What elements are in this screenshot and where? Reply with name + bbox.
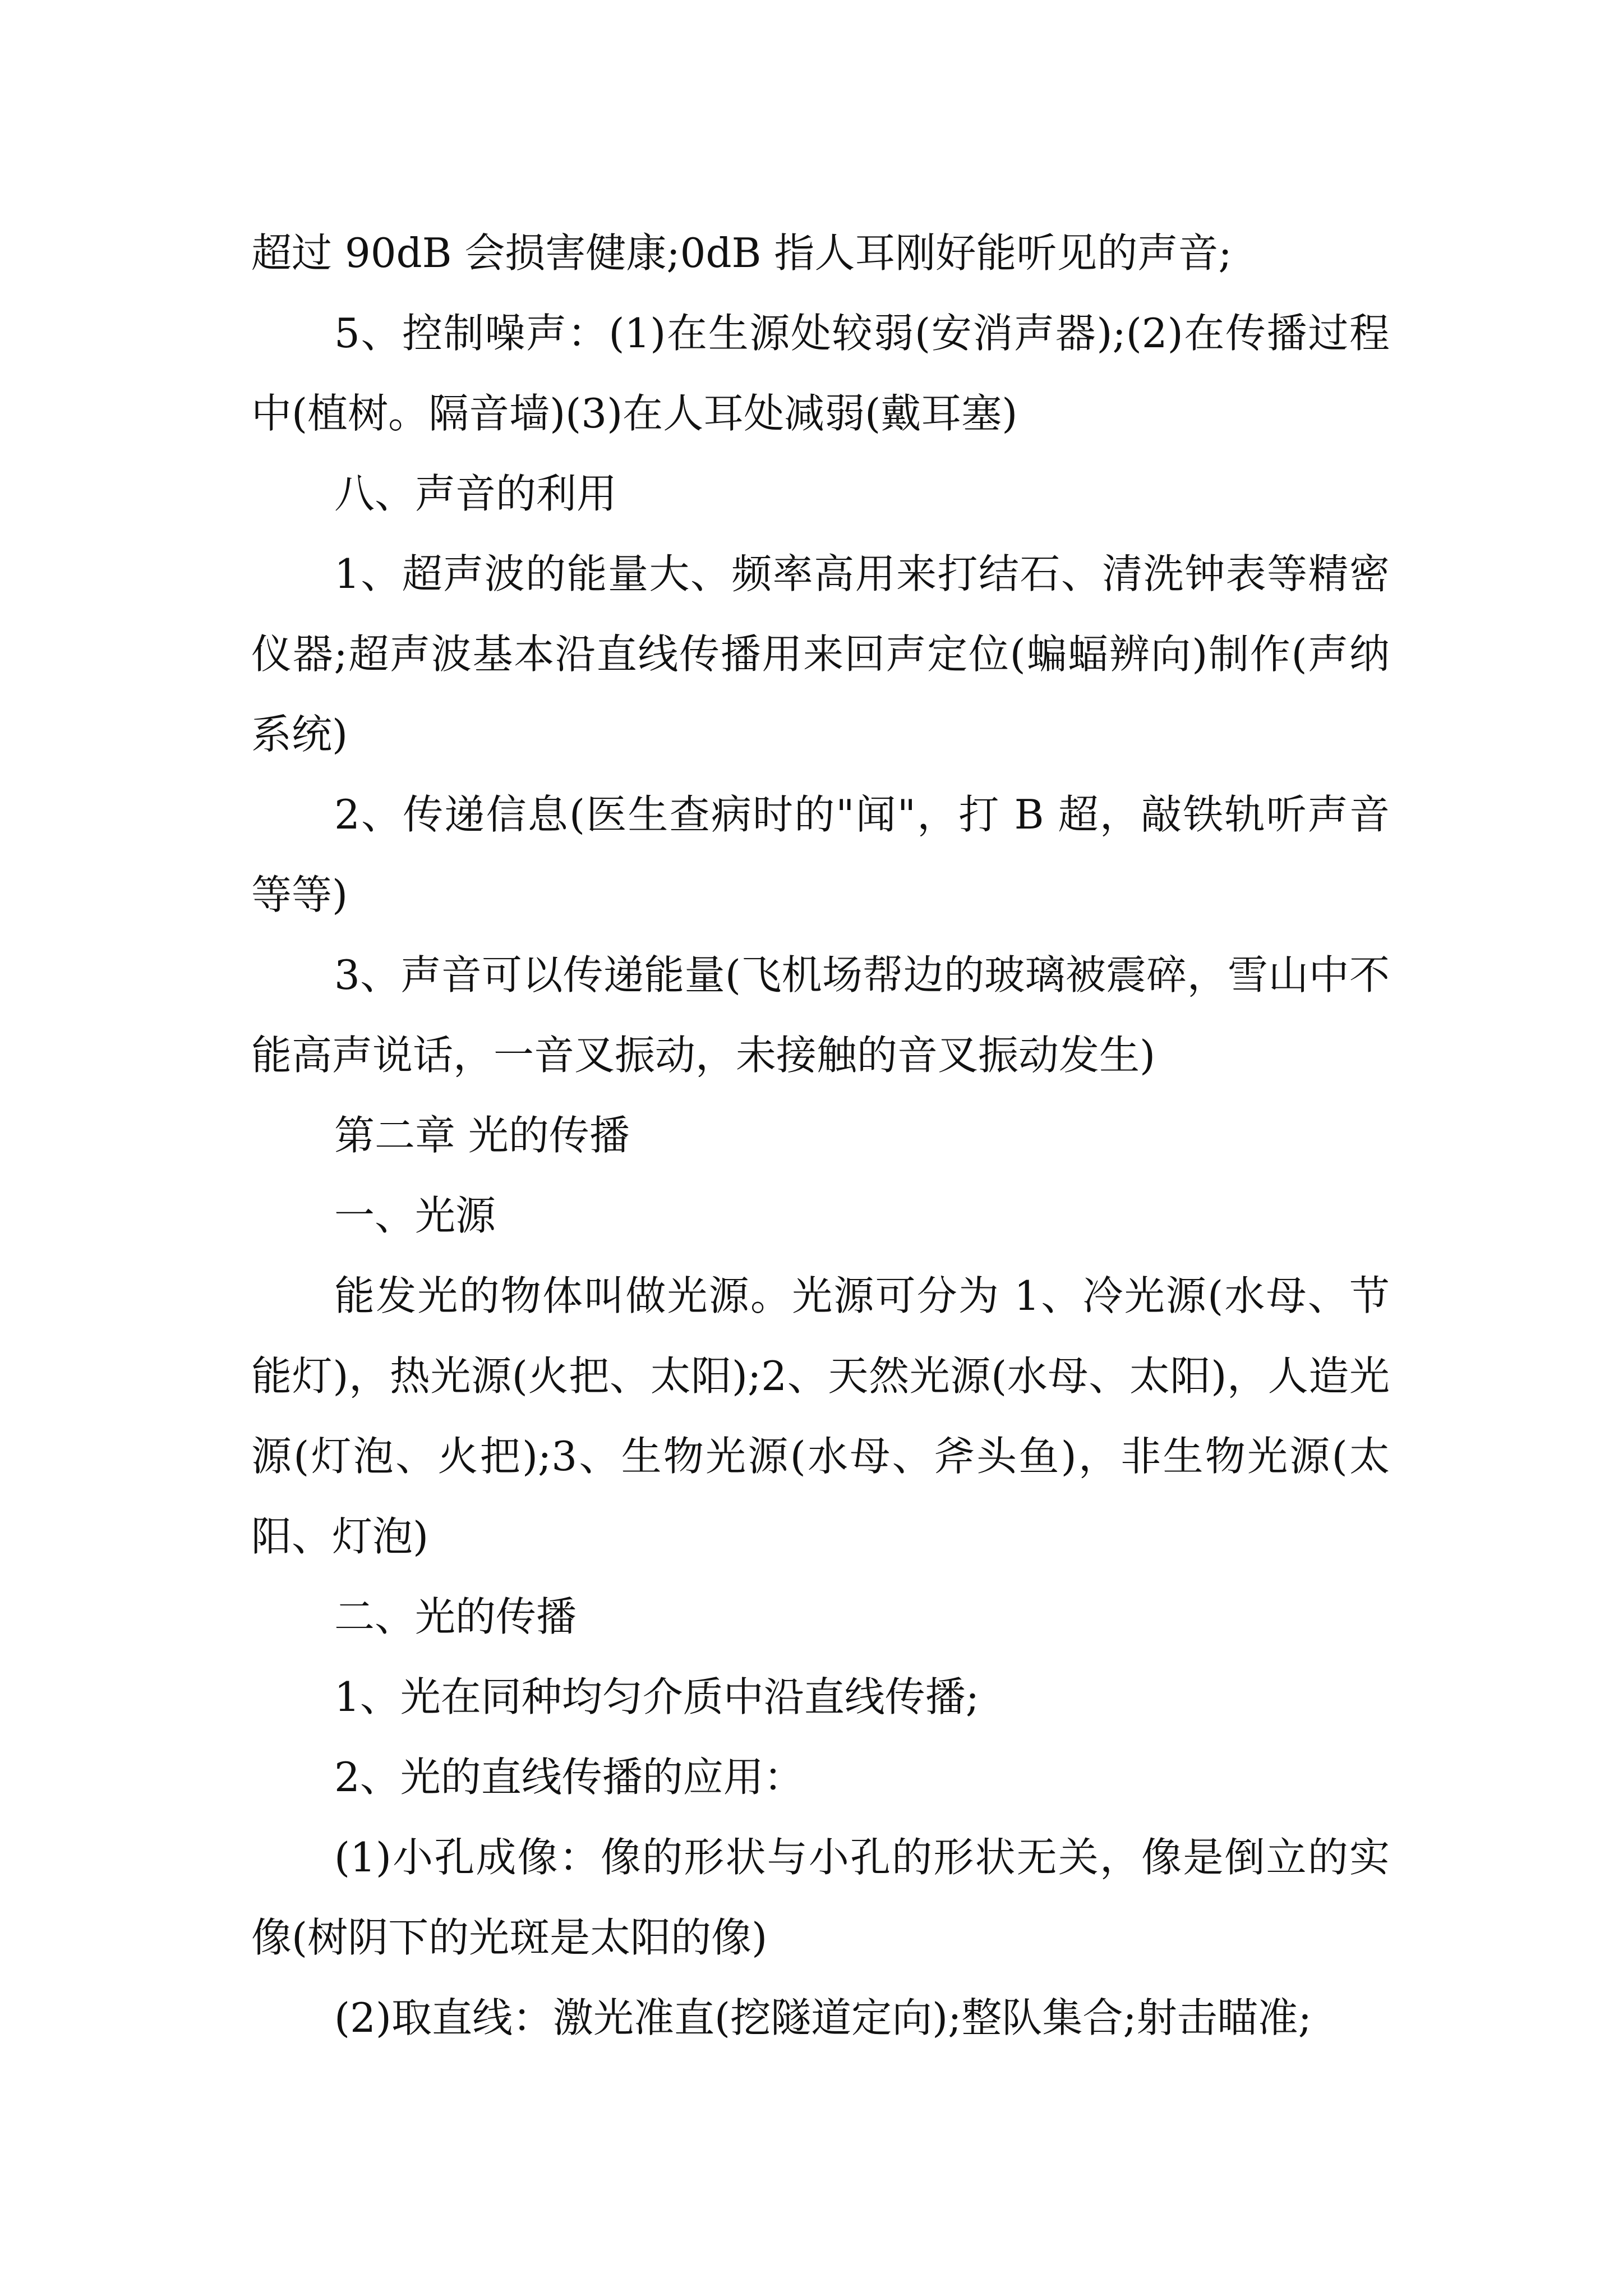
document-body <box>251 213 1390 2058</box>
paragraph: (2)取直线：激光准直(挖隧道定向);整队集合;射击瞄准; <box>334 1994 1312 2041</box>
paragraph: 2、光的直线传播的应用： <box>334 1754 804 1801</box>
paragraph: (1)小孔成像：像的形状与小孔的形状无关，像是倒立的实像(树阴下的光斑是太阳的像) <box>251 1834 1390 1961</box>
paragraph: 1、光在同种均匀介质中沿直线传播; <box>334 1673 980 1720</box>
paragraph: 超过 90dB 会损害健康;0dB 指人耳刚好能听见的声音; <box>251 229 1232 277</box>
paragraph: 能发光的物体叫做光源。光源可分为 1、冷光源(水母、节能灯)，热光源(火把、太阳);2、天然光源(水母、太阳)，人造光源(灯泡、火把);3、生物光源(水母、斧头鱼)，非生物光源(太阳、灯泡) <box>251 1272 1390 1560</box>
paragraph: 2、传递信息(医生查病时的"闻"，打 B 超，敲铁轨听声音等等) <box>251 791 1390 918</box>
paragraph: 3、声音可以传递能量(飞机场帮边的玻璃被震碎，雪山中不能高声说话，一音叉振动，未接触的音叉振动发生) <box>251 951 1390 1079</box>
section-heading: 八、声音的利用 <box>334 470 617 517</box>
section-heading: 二、光的传播 <box>334 1593 577 1640</box>
paragraph: 5、控制噪声：(1)在生源处较弱(安消声器);(2)在传播过程中(植树。隔音墙)(3)在人耳处减弱(戴耳塞) <box>251 310 1390 437</box>
chapter-heading: 第二章 光的传播 <box>334 1112 630 1159</box>
paragraph: 1、超声波的能量大、频率高用来打结石、清洗钟表等精密仪器;超声波基本沿直线传播用来回声定位(蝙蝠辨向)制作(声纳系统) <box>251 550 1390 758</box>
section-heading: 一、光源 <box>334 1192 496 1239</box>
